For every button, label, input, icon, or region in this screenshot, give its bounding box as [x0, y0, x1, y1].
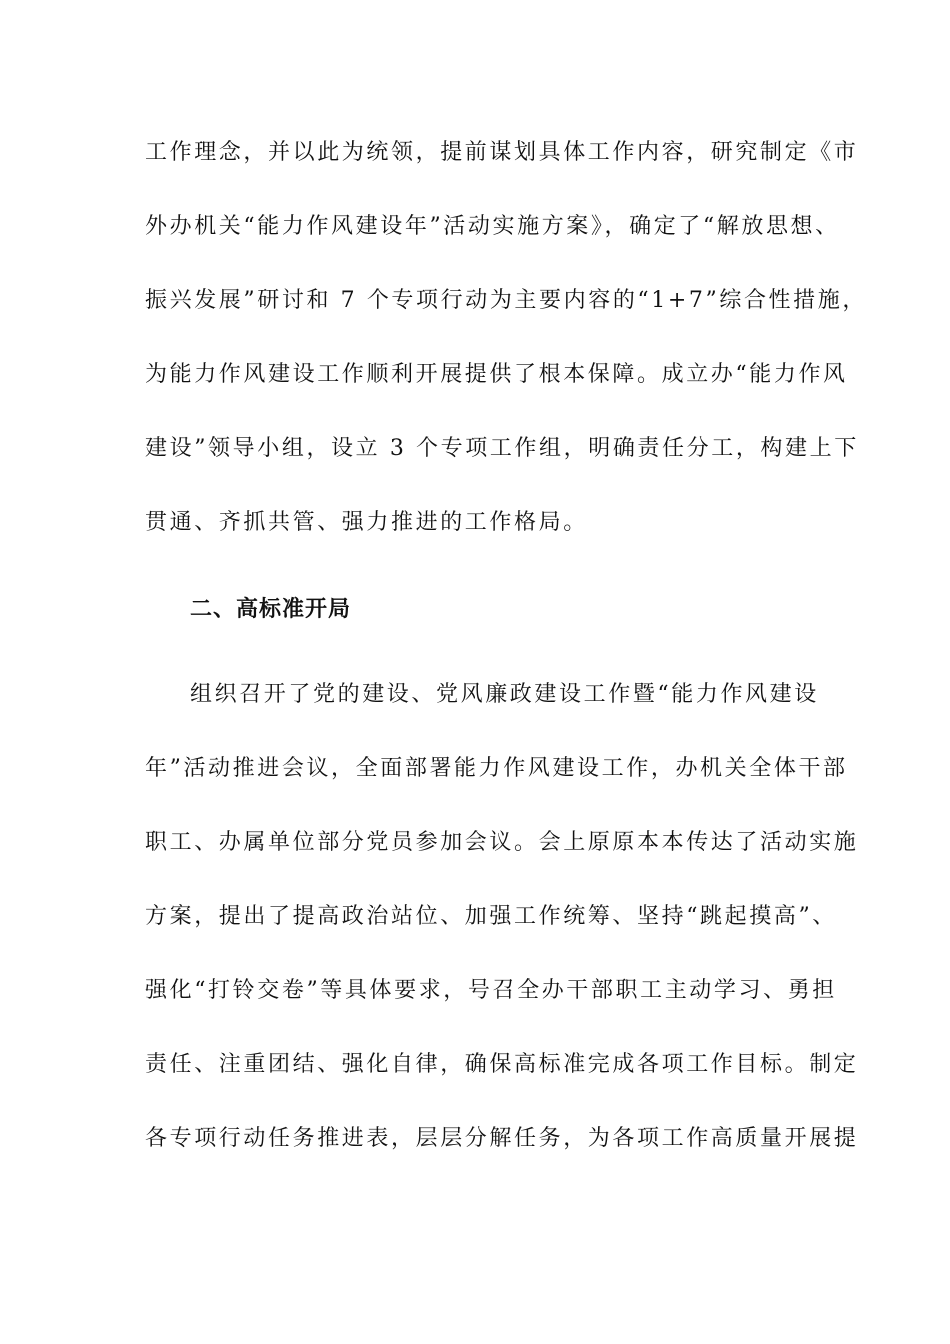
- paragraph-2-line-4: 方案，提出了提高政治站位、加强工作统筹、坚持“跳起摸高”、: [145, 904, 837, 929]
- paragraph-2-line-6: 责任、注重团结、强化自律，确保高标准完成各项工作目标。制定: [145, 1052, 859, 1077]
- paragraph-1-line-5: 建设”领导小组，设立 3 个专项工作组，明确责任分工，构建上下: [145, 436, 859, 461]
- paragraph-2-line-2: 年”活动推进会议，全面部署能力作风建设工作，办机关全体干部: [145, 756, 848, 781]
- section-heading: 二、高标准开局: [190, 596, 352, 622]
- paragraph-1-line-3: 振兴发展”研讨和 7 个专项行动为主要内容的“1+7”综合性措施，: [145, 288, 867, 313]
- paragraph-1-line-6: 贯通、齐抓共管、强力推进的工作格局。: [145, 510, 588, 535]
- paragraph-2-line-1: 组织召开了党的建设、党风廉政建设工作暨“能力作风建设: [190, 682, 819, 707]
- paragraph-1-line-2: 外办机关“能力作风建设年”活动实施方案》，确定了“解放思想、: [145, 214, 840, 239]
- paragraph-2-line-3: 职工、办属单位部分党员参加会议。会上原原本本传达了活动实施: [145, 830, 859, 855]
- paragraph-2-line-5: 强化“打铃交卷”等具体要求，号召全办干部职工主动学习、勇担: [145, 978, 837, 1003]
- paragraph-1-line-4: 为能力作风建设工作顺利开展提供了根本保障。成立办“能力作风: [145, 362, 848, 387]
- paragraph-2-line-7: 各专项行动任务推进表，层层分解任务，为各项工作高质量开展提: [145, 1126, 859, 1151]
- paragraph-1-line-1: 工作理念，并以此为统领，提前谋划具体工作内容，研究制定《市: [145, 140, 859, 165]
